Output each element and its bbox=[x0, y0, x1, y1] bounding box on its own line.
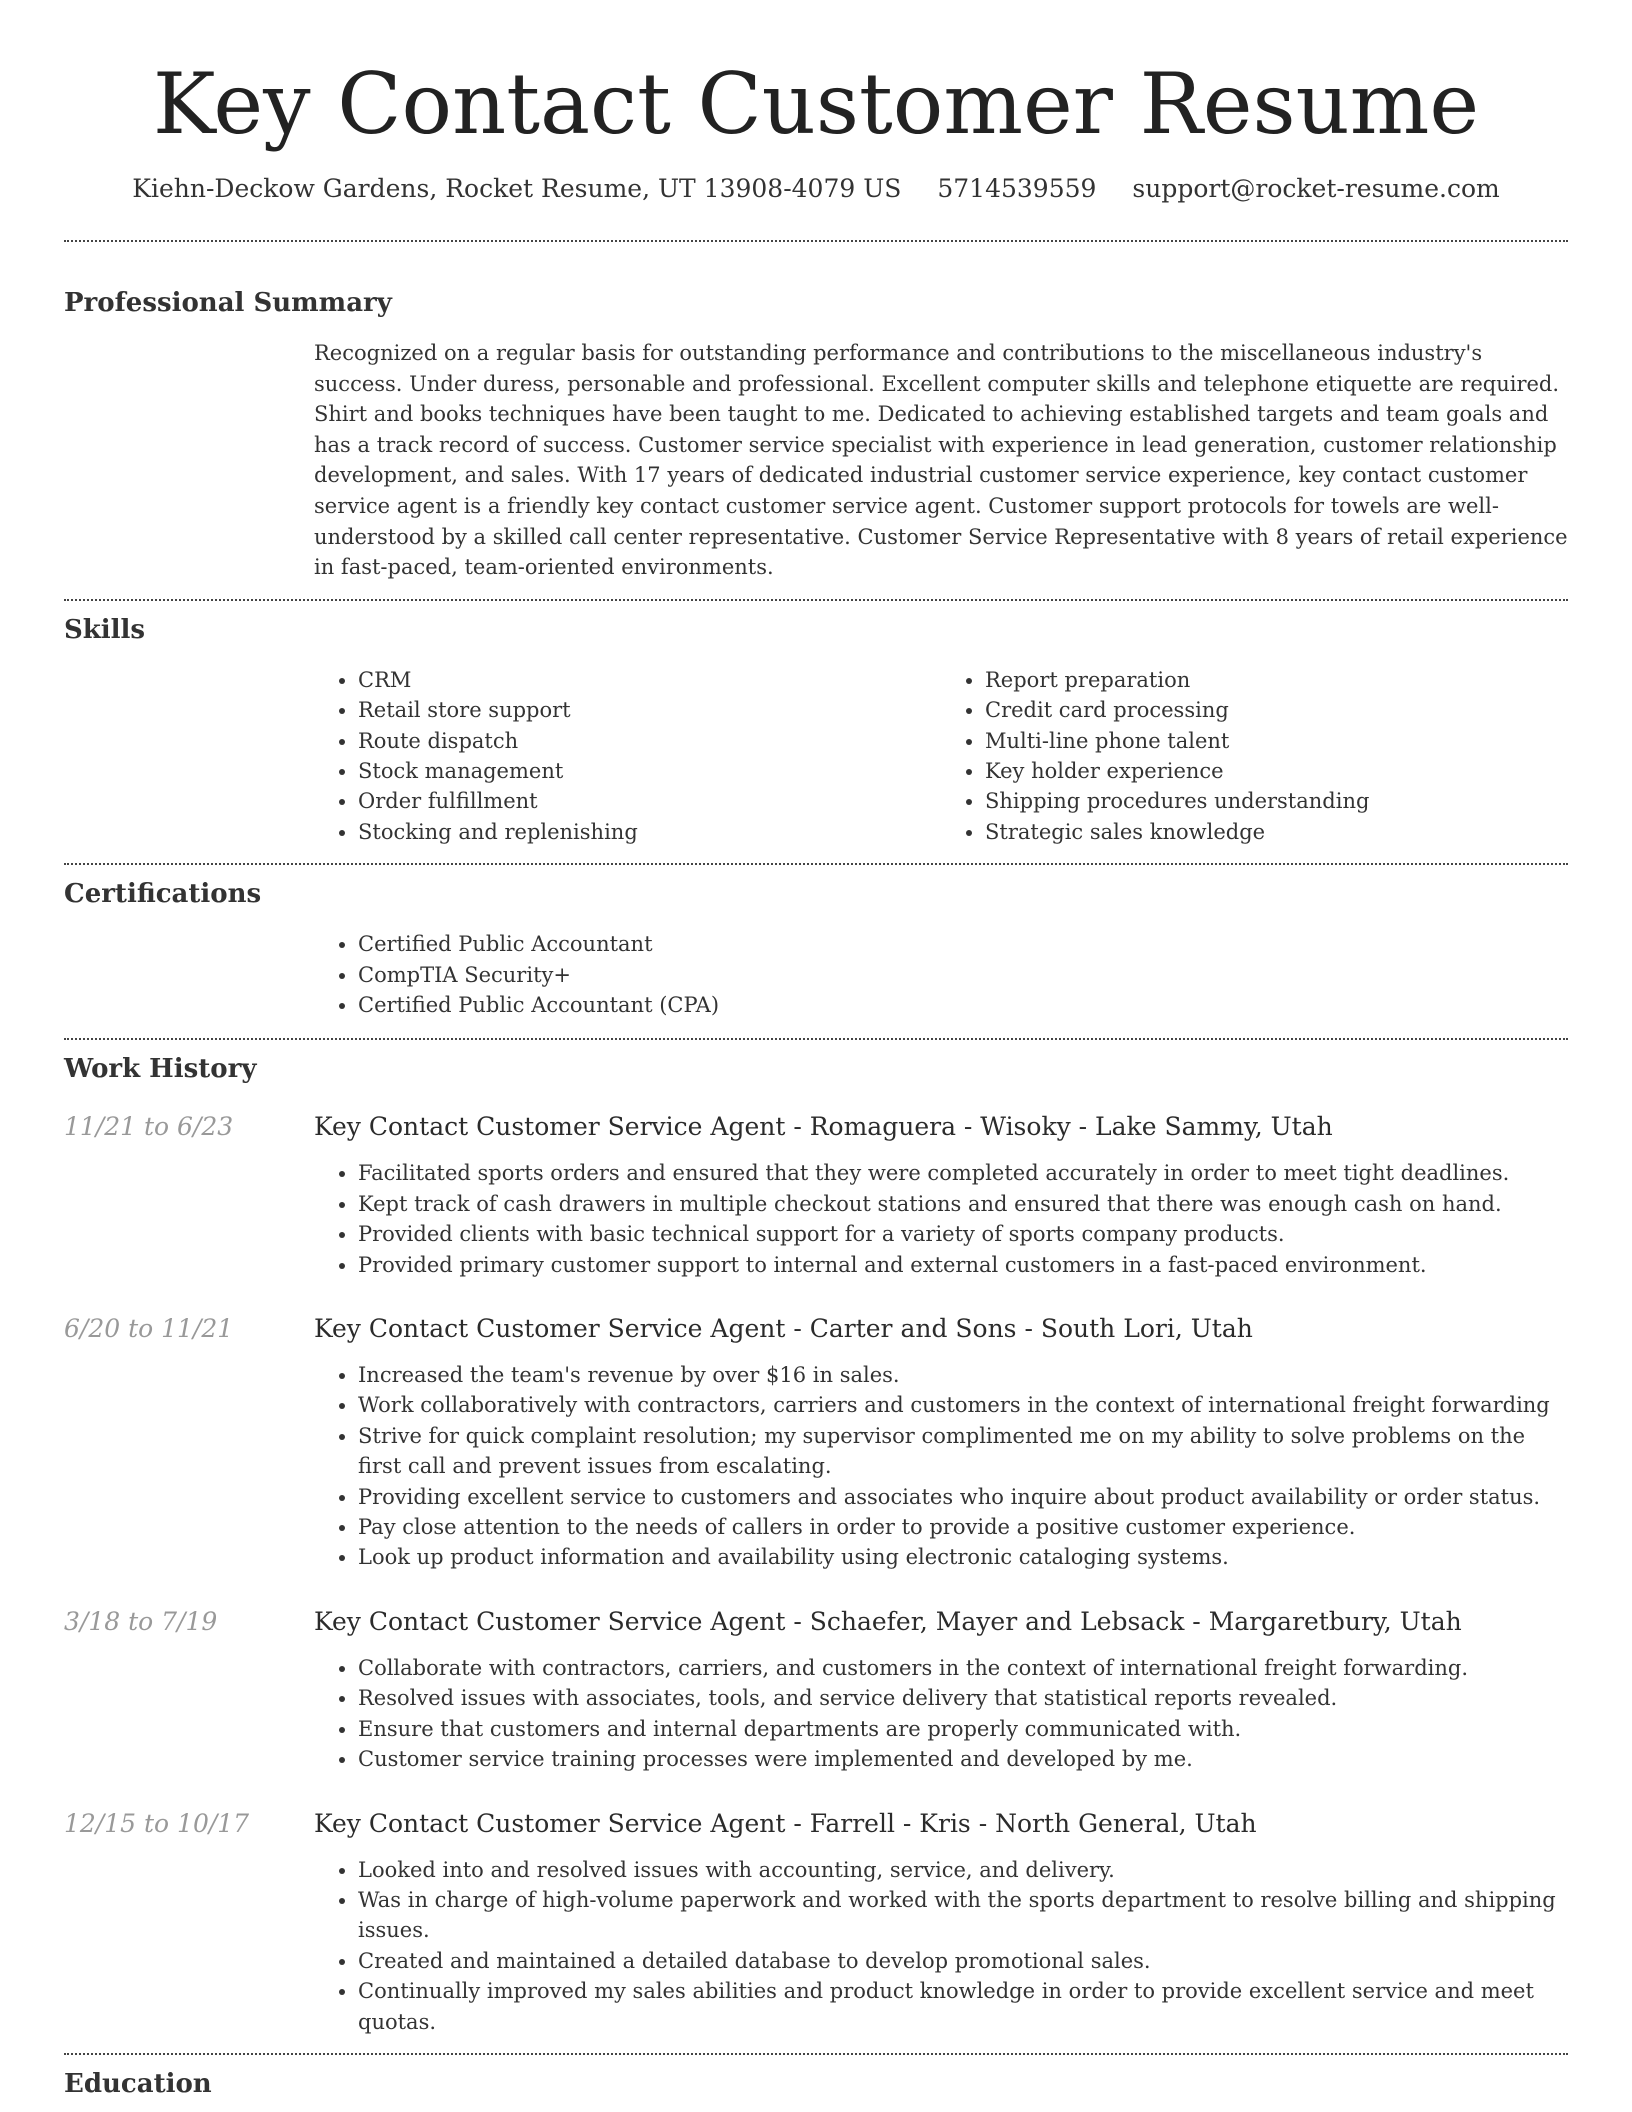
skill-item: • Shipping procedures understanding bbox=[985, 786, 1568, 816]
job-bullets bbox=[314, 1158, 1568, 1280]
job-bullet: • Increased the team's revenue by over $16 in sales. bbox=[358, 1360, 1568, 1390]
resume-page bbox=[64, 0, 1568, 2101]
job-bullet: • Strive for quick complaint resolution; my supervisor complimented me on my ability to solve problems on the first call and prevent issues from escalating. bbox=[358, 1421, 1568, 1482]
job-bullet: • Customer service training processes were implemented and developed by me. bbox=[358, 1744, 1568, 1774]
job-bullets bbox=[314, 1360, 1568, 1573]
skill-item: • Order fulfillment bbox=[358, 786, 941, 816]
job-header bbox=[64, 1312, 1568, 1346]
certifications-section bbox=[64, 865, 1568, 1020]
skill-item: • Report preparation bbox=[985, 665, 1568, 695]
job-dates: 6/20 to 11/21 bbox=[64, 1314, 234, 1344]
education-section bbox=[64, 2055, 1568, 2101]
job-entry bbox=[64, 1110, 1568, 1280]
job-title: Key Contact Customer Service Agent - Romaguera - Wisoky - Lake Sammy, Utah bbox=[314, 1112, 1333, 1142]
certification-item: • Certified Public Accountant (CPA) bbox=[358, 990, 1568, 1020]
job-entry bbox=[64, 1807, 1568, 2037]
skill-item: • Stock management bbox=[358, 756, 941, 786]
work-section bbox=[64, 1040, 1568, 2037]
skills-heading: Skills bbox=[64, 614, 146, 645]
contact-address: Kiehn-Deckow Gardens, Rocket Resume, UT 13908-4079 US bbox=[132, 174, 902, 203]
education-heading: Education bbox=[64, 2068, 212, 2099]
job-bullet: • Looked into and resolved issues with accounting, service, and delivery. bbox=[358, 1855, 1568, 1885]
resume-title: Key Contact Customer Resume bbox=[152, 55, 1480, 153]
job-header bbox=[64, 1807, 1568, 1841]
skills-list-right bbox=[941, 665, 1568, 847]
skill-item: • Multi-line phone talent bbox=[985, 726, 1568, 756]
skills-grid bbox=[314, 665, 1568, 847]
job-bullet: • Was in charge of high-volume paperwork and worked with the sports department to resolve billing and shipping issues. bbox=[358, 1885, 1568, 1946]
skills-section bbox=[64, 601, 1568, 847]
job-bullet: • Collaborate with contractors, carriers, and customers in the context of international freight forwarding. bbox=[358, 1653, 1568, 1683]
job-bullet: • Kept track of cash drawers in multiple checkout stations and ensured that there was enough cash on hand. bbox=[358, 1189, 1568, 1219]
job-bullet: • Continually improved my sales abilities and product knowledge in order to provide excellent service and meet quotas. bbox=[358, 1976, 1568, 2037]
job-bullet: • Work collaboratively with contractors, carriers and customers in the context of international freight forwarding bbox=[358, 1390, 1568, 1420]
job-bullet: • Resolved issues with associates, tools, and service delivery that statistical reports revealed. bbox=[358, 1683, 1568, 1713]
contact-phone: 5714539559 bbox=[937, 174, 1097, 203]
contact-line bbox=[64, 172, 1568, 206]
job-header bbox=[64, 1110, 1568, 1144]
certifications-list bbox=[314, 929, 1568, 1020]
job-bullet: • Created and maintained a detailed database to develop promotional sales. bbox=[358, 1946, 1568, 1976]
job-header bbox=[64, 1605, 1568, 1639]
skill-item: • Strategic sales knowledge bbox=[985, 817, 1568, 847]
skill-item: • Retail store support bbox=[358, 695, 941, 725]
job-bullet: • Pay close attention to the needs of callers in order to provide a positive customer experience. bbox=[358, 1512, 1568, 1542]
job-dates: 3/18 to 7/19 bbox=[64, 1606, 218, 1636]
job-bullets bbox=[314, 1653, 1568, 1775]
skill-item: • Credit card processing bbox=[985, 695, 1568, 725]
job-bullet: • Provided primary customer support to internal and external customers in a fast-paced environment. bbox=[358, 1250, 1568, 1280]
skill-item: • Key holder experience bbox=[985, 756, 1568, 786]
skill-item: • Stocking and replenishing bbox=[358, 817, 941, 847]
job-title: Key Contact Customer Service Agent - Carter and Sons - South Lori, Utah bbox=[314, 1314, 1253, 1344]
work-heading: Work History bbox=[64, 1054, 257, 1085]
summary-text: Recognized on a regular basis for outstanding performance and contributions to the miscellaneous industry's success. Under duress, personable and professional. Excellent computer skills and telephone etiquette are required. Shirt and books techniques have been taught to me. Dedicated to achieving established targets and team goals and has a track record of success. Customer service specialist with experience in lead generation, customer relationship development, and sales. With 17 years of dedicated industrial customer service experience, key contact customer service agent is a friendly key contact customer service agent. Customer support protocols for towels are well-understood by a skilled call center representative. Customer Service Representative with 8 years of retail experience in fast-paced, team-oriented environments. bbox=[314, 341, 1568, 580]
skill-item: • Route dispatch bbox=[358, 726, 941, 756]
job-bullet: • Providing excellent service to customers and associates who inquire about product availability or order status. bbox=[358, 1482, 1568, 1512]
certifications-heading: Certifications bbox=[64, 879, 262, 910]
skills-list-left bbox=[314, 665, 941, 847]
job-dates: 11/21 to 6/23 bbox=[64, 1112, 234, 1142]
job-entry bbox=[64, 1605, 1568, 1775]
contact-email: support@rocket-resume.com bbox=[1132, 174, 1500, 203]
job-dates: 12/15 to 10/17 bbox=[64, 1808, 250, 1838]
summary-section bbox=[64, 242, 1568, 583]
certification-item: • Certified Public Accountant bbox=[358, 929, 1568, 959]
job-entry bbox=[64, 1312, 1568, 1573]
job-bullet: • Provided clients with basic technical support for a variety of sports company products. bbox=[358, 1219, 1568, 1249]
job-bullet: • Facilitated sports orders and ensured that they were completed accurately in order to meet tight deadlines. bbox=[358, 1158, 1568, 1188]
certification-item: • CompTIA Security+ bbox=[358, 960, 1568, 990]
job-title: Key Contact Customer Service Agent - Schaefer, Mayer and Lebsack - Margaretbury, Utah bbox=[314, 1606, 1462, 1636]
skill-item: • CRM bbox=[358, 665, 941, 695]
job-title: Key Contact Customer Service Agent - Farrell - Kris - North General, Utah bbox=[314, 1808, 1257, 1838]
job-bullets bbox=[314, 1855, 1568, 2037]
summary-heading: Professional Summary bbox=[64, 288, 392, 318]
job-bullet: • Ensure that customers and internal departments are properly communicated with. bbox=[358, 1714, 1568, 1744]
job-bullet: • Look up product information and availability using electronic cataloging systems. bbox=[358, 1542, 1568, 1572]
